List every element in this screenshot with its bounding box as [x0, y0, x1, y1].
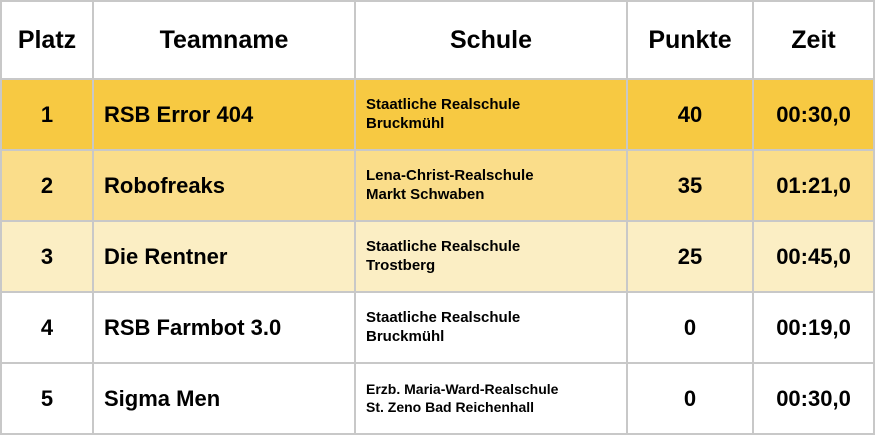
column-header-platz: Platz	[1, 1, 93, 79]
cell-schule	[355, 221, 627, 292]
cell-zeit: 00:30,0	[753, 79, 874, 150]
cell-teamname: Robofreaks	[93, 150, 355, 221]
cell-teamname: RSB Farmbot 3.0	[93, 292, 355, 363]
cell-zeit: 00:19,0	[753, 292, 874, 363]
schule-line-2: St. Zeno Bad Reichenhall	[366, 398, 535, 415]
cell-schule	[355, 79, 627, 150]
table-row	[1, 292, 874, 363]
column-header-zeit: Zeit	[753, 1, 874, 79]
cell-platz: 4	[1, 292, 93, 363]
table-row	[1, 150, 874, 221]
schule-line-2: Bruckmühl	[366, 327, 445, 345]
schule-line-2: Markt Schwaben	[366, 185, 485, 203]
schule-line-1: Erzb. Maria-Ward-Realschule	[366, 381, 559, 397]
table-row	[1, 363, 874, 434]
cell-teamname: RSB Error 404	[93, 79, 355, 150]
table-header	[1, 1, 874, 79]
column-header-punkte: Punkte	[627, 1, 753, 79]
cell-punkte: 35	[627, 150, 753, 221]
cell-schule	[355, 292, 627, 363]
cell-schule	[355, 363, 627, 434]
column-header-teamname: Teamname	[93, 1, 355, 79]
cell-teamname: Sigma Men	[93, 363, 355, 434]
table-row	[1, 79, 874, 150]
cell-platz: 3	[1, 221, 93, 292]
table-body	[1, 79, 874, 434]
schule-line-1: Lena-Christ-Realschule	[366, 166, 534, 184]
cell-teamname: Die Rentner	[93, 221, 355, 292]
schule-line-1: Staatliche Realschule	[366, 237, 521, 255]
cell-platz: 1	[1, 79, 93, 150]
schule-line-2: Trostberg	[366, 256, 436, 274]
cell-zeit: 00:45,0	[753, 221, 874, 292]
table-header-row	[1, 1, 874, 79]
column-header-schule: Schule	[355, 1, 627, 79]
cell-zeit: 01:21,0	[753, 150, 874, 221]
schule-line-1: Staatliche Realschule	[366, 308, 521, 326]
table-row	[1, 221, 874, 292]
cell-zeit: 00:30,0	[753, 363, 874, 434]
cell-punkte: 40	[627, 79, 753, 150]
cell-schule	[355, 150, 627, 221]
cell-punkte: 0	[627, 363, 753, 434]
schule-line-1: Staatliche Realschule	[366, 95, 521, 113]
cell-punkte: 0	[627, 292, 753, 363]
cell-punkte: 25	[627, 221, 753, 292]
schule-line-2: Bruckmühl	[366, 114, 445, 132]
cell-platz: 2	[1, 150, 93, 221]
cell-platz: 5	[1, 363, 93, 434]
